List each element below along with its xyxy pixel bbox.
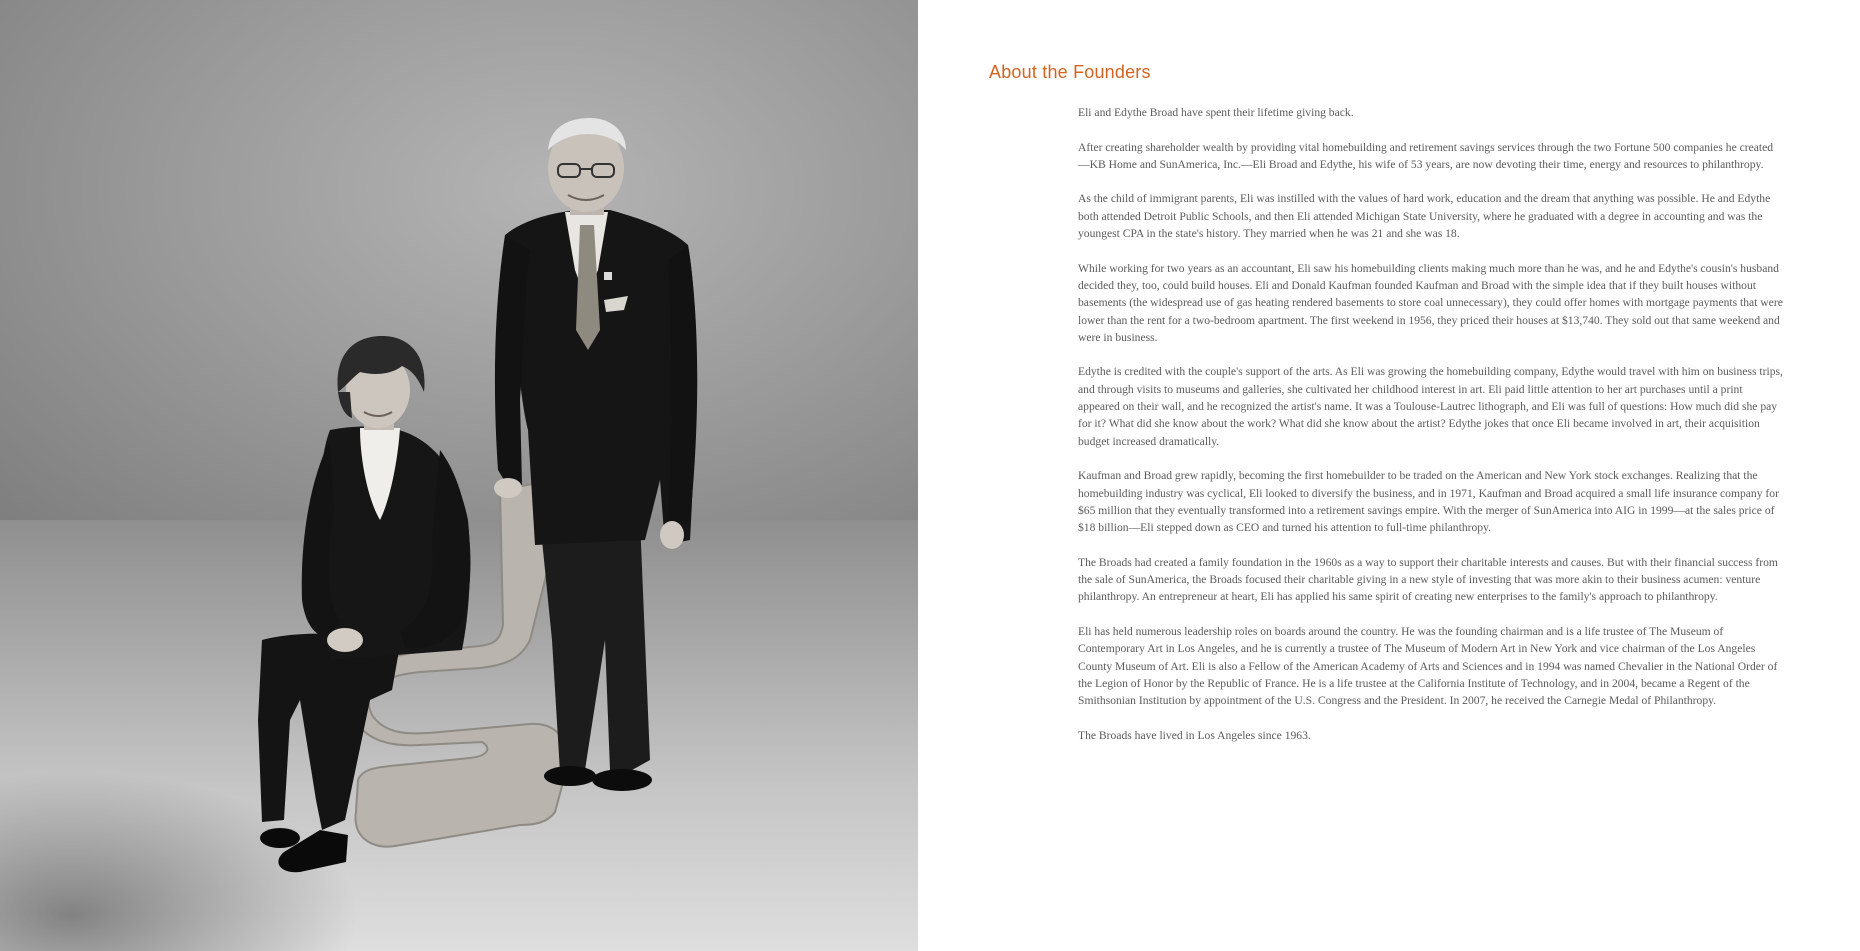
paragraph: As the child of immigrant parents, Eli was instilled with the values of hard work, education and the dream that anything was possible. He and Edythe both attended Detroit Public Schools, and then Eli attended Michigan State University, where he graduated with a degree in accounting and was the youngest CPA in the state's history. They married when he was 21 and she was 18. bbox=[1078, 192, 1771, 241]
article-body bbox=[1078, 104, 1784, 761]
paragraph: After creating shareholder wealth by providing vital homebuilding and retirement savings services through the two Fortune 500 companies he created—KB Home and SunAmerica, Inc.—Eli Broad and Edythe, his wife of 53 years, are now devoting their time, energy and resources to philanthropy. bbox=[1078, 140, 1774, 171]
page-title: About the Founders bbox=[989, 62, 1151, 82]
text-page bbox=[918, 0, 1860, 951]
paragraph: Kaufman and Broad grew rapidly, becoming the first homebuilder to be traded on the American and New York stock exchanges. Realizing that the homebuilding industry was cyclical, Eli looked to diversify the business, and in 1971, Kaufman and Broad acquired a small life insurance company for $65 million that they eventually transformed into a retirement savings empire. With the merger of SunAmerica into AIG in 1999—at the sales price of $18 billion—Eli stepped down as CEO and turned his attention to full-time philanthropy. bbox=[1078, 469, 1779, 535]
paragraph: The Broads had created a family foundation in the 1960s as a way to support their charitable interests and causes. But with their financial success from the sale of SunAmerica, the Broads focused their charitable giving in a new style of investing that was more akin to their business acumen: venture philanthropy. An entrepreneur at heart, Eli has applied his same spirit of creating new enterprises to the family's approach to philanthropy. bbox=[1078, 555, 1778, 604]
founders-photo bbox=[0, 0, 918, 951]
paragraph: Edythe is credited with the couple's support of the arts. As Eli was growing the homebuilding company, Edythe would travel with him on business trips, and through visits to museums and galleries, she cultivated her childhood interest in art. Eli paid little attention to her art purchases until a print appeared on their wall, and he recognized the artist's name. It was a Toulouse-Lautrec lithograph, and Eli was full of questions: How much did she pay for it? What did she know about the work? What did she know about the artist? Edythe jokes that once Eli became involved in art, their acquisition budget increased dramatically. bbox=[1078, 365, 1783, 448]
man-figure bbox=[494, 118, 697, 791]
portrait-illustration bbox=[0, 0, 918, 951]
paragraph: Eli and Edythe Broad have spent their lifetime giving back. bbox=[1078, 106, 1354, 119]
paragraph: The Broads have lived in Los Angeles since 1963. bbox=[1078, 728, 1311, 742]
paragraph: Eli has held numerous leadership roles on boards around the country. He was the founding chairman and is a life trustee of The Museum of Contemporary Art in Los Angeles, and he is currently a trustee of The Museum of Modern Art in New York and vice chairman of the Los Angeles County Museum of Art. Eli is also a Fellow of the American Academy of Arts and Sciences and in 1994 was named Chevalier in the National Order of the Legion of Honor by the Republic of France. He is a life trustee at the California Institute of Technology, and in 2004, became a Regent of the Smithsonian Institution by appointment of the U.S. Congress and the President. In 2007, he received the Carnegie Medal of Philanthropy. bbox=[1078, 624, 1778, 708]
paragraph: While working for two years as an accountant, Eli saw his homebuilding clients making much more than he was, and he and Edythe's cousin's husband decided they, too, could build houses. Eli and Donald Kaufman founded Kaufman and Broad with the simple idea that if they built houses without basements (the widespread use of gas heating rendered basements to store coal unnecessary), they could offer homes with mortgage payments that were lower than the rent for a two-bedroom apartment. The first weekend in 1956, they priced their houses at $13,740. They sold out that same weekend and were in business. bbox=[1078, 261, 1783, 344]
